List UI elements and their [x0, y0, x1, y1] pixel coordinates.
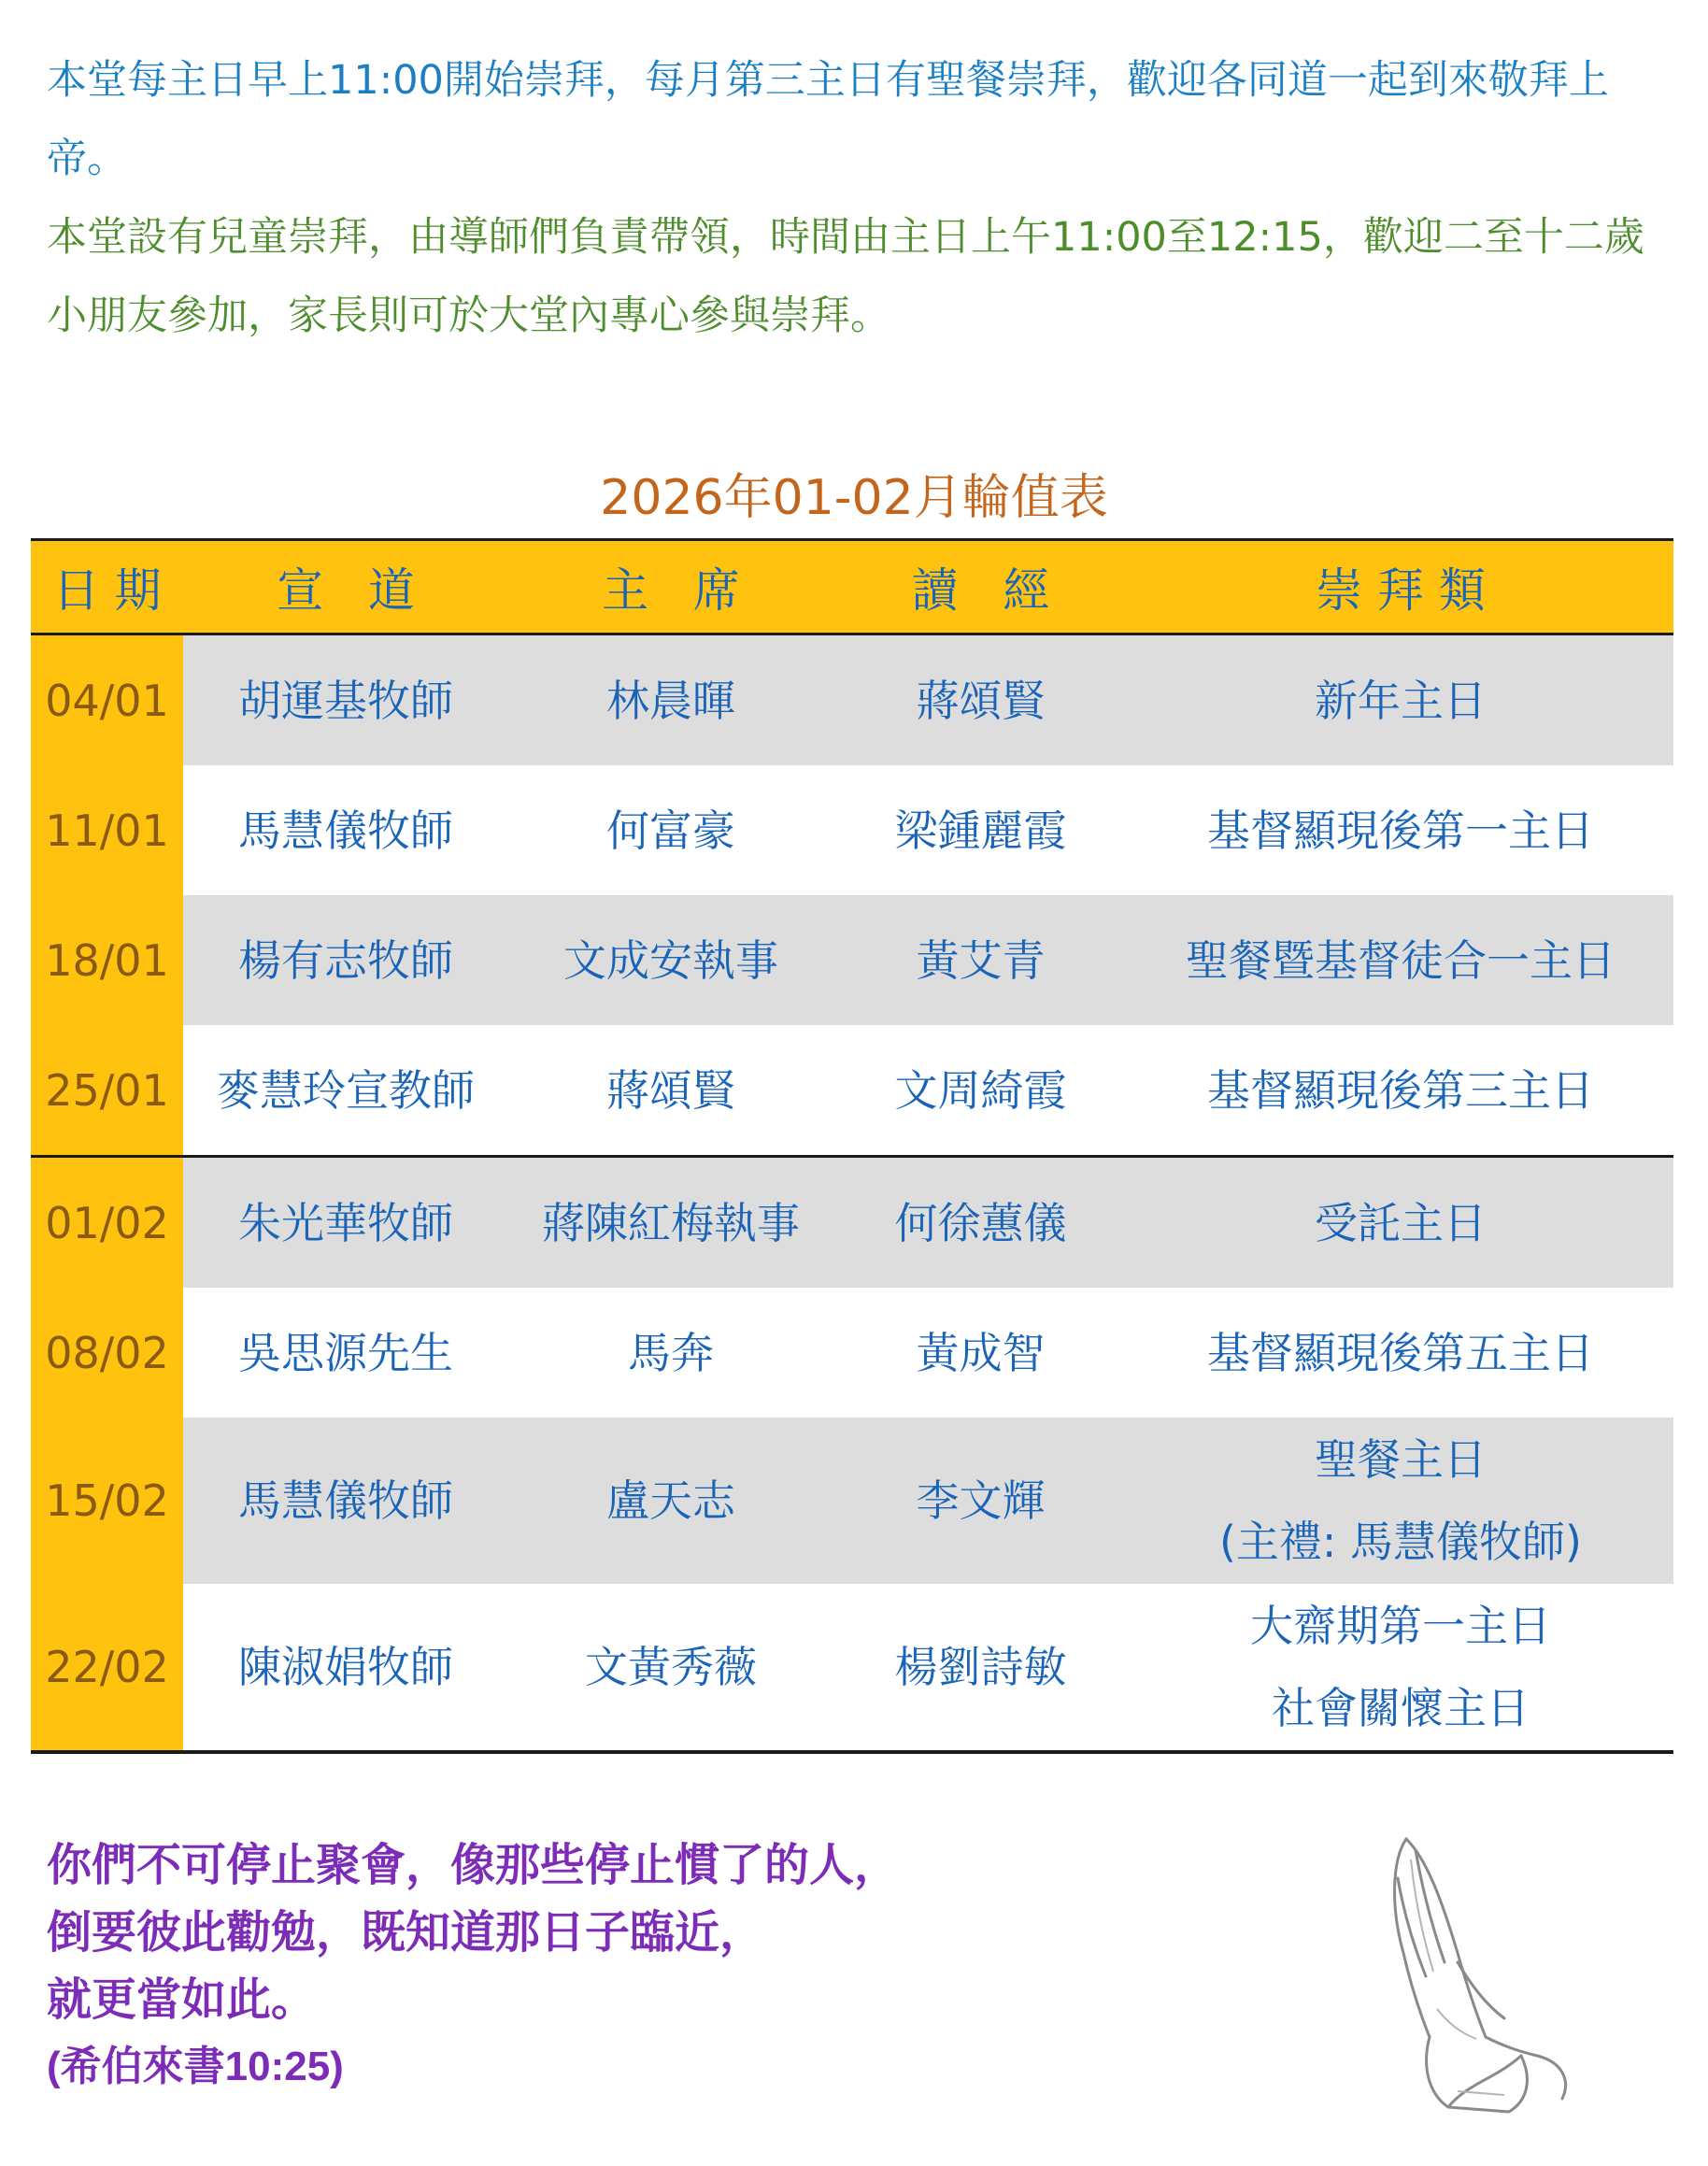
reader-cell: 文周綺霞: [894, 1064, 1067, 1116]
preacher-cell: 吳思源先生: [238, 1327, 453, 1378]
date-cell: 08/02: [31, 1288, 183, 1418]
date-cell: 22/02: [31, 1584, 183, 1752]
reader-cell: 黃成智: [916, 1327, 1046, 1378]
date-cell: 25/01: [31, 1025, 183, 1157]
chair-cell: 馬奔: [628, 1327, 714, 1378]
service-type-line: (主禮: 馬慧儀牧師): [1218, 1517, 1582, 1567]
roster-title: 2026年01-02月輪值表: [600, 470, 1108, 526]
date-cell: 15/02: [31, 1418, 183, 1584]
chair-cell: 蔣陳紅梅執事: [508, 1157, 833, 1289]
service-type-line: 聖餐主日: [1315, 1434, 1487, 1485]
service-type-cell: [1128, 1418, 1673, 1584]
reader-cell: 楊劉詩敏: [833, 1584, 1128, 1752]
service-type-line: 受託主日: [1315, 1197, 1487, 1248]
date-cell: 11/01: [31, 765, 183, 895]
service-type-line: 新年主日: [1315, 675, 1487, 726]
reader-cell: 李文輝: [833, 1418, 1128, 1584]
preacher-cell: 陳淑娟牧師: [183, 1584, 508, 1752]
preacher-cell: 楊有志牧師: [183, 895, 508, 1025]
service-type-cell: [1128, 1584, 1673, 1752]
header-preacher: 宣 道: [183, 540, 508, 634]
preacher-cell: 馬慧儀牧師: [183, 1418, 508, 1584]
table-row: [31, 1025, 1673, 1157]
preacher-cell: 胡運基牧師: [183, 634, 508, 766]
service-type-cell: [1128, 765, 1673, 895]
verse-line: 你們不可停止聚會，像那些停止慣了的人，: [47, 1839, 900, 1891]
reader-cell: 黃艾青: [833, 895, 1128, 1025]
header-reader: 讀 經: [833, 540, 1128, 634]
chair-cell: 蔣頌賢: [606, 1064, 735, 1116]
table-row: [31, 1418, 1673, 1584]
table-header-row: [31, 540, 1673, 634]
service-type-cell: [1128, 1025, 1673, 1157]
verse-line: 就更當如此。: [47, 1974, 317, 2026]
bible-verse: [47, 1831, 899, 2101]
preacher-cell: 朱光華牧師: [183, 1157, 508, 1289]
verse-line: 倒要彼此勸勉，既知道那日子臨近，: [47, 1906, 765, 1959]
table-row: [31, 634, 1673, 766]
table-row: [31, 1584, 1673, 1752]
header-date: 日 期: [31, 540, 183, 634]
reader-cell: 梁鍾麗霞: [894, 805, 1067, 856]
date-cell: 04/01: [31, 634, 183, 766]
children-worship-intro: 本堂設有兒童崇拜，由導師們負責帶領，時間由主日上午11:00至12:15，歡迎二至十二歲小朋友參加，家長則可於大堂內專心參與崇拜。: [47, 214, 1644, 339]
verse-reference: (希伯來書10:25): [47, 2044, 344, 2089]
service-type-line: 大齋期第一主日: [1250, 1601, 1551, 1651]
service-type-cell: [1128, 634, 1673, 766]
praying-hands-icon: [1317, 1822, 1607, 2121]
service-type-cell: [1128, 895, 1673, 1025]
table-row: [31, 895, 1673, 1025]
date-cell: 01/02: [31, 1157, 183, 1289]
header-service-type: 崇 拜 類: [1128, 540, 1673, 634]
table-row: [31, 765, 1673, 895]
table-row: [31, 1157, 1673, 1289]
chair-cell: 林晨暉: [508, 634, 833, 766]
service-type-line: 基督顯現後第五主日: [1207, 1327, 1594, 1378]
service-type-cell: [1128, 1157, 1673, 1289]
chair-cell: 盧天志: [508, 1418, 833, 1584]
chair-cell: 何富豪: [606, 805, 735, 856]
reader-cell: 蔣頌賢: [833, 634, 1128, 766]
service-type-line: 基督顯現後第一主日: [1207, 805, 1594, 856]
preacher-cell: 麥慧玲宣教師: [217, 1064, 475, 1116]
table-row: [31, 1288, 1673, 1418]
duty-roster-table: [31, 538, 1673, 1754]
header-chair: 主 席: [508, 540, 833, 634]
service-type-line: 基督顯現後第三主日: [1207, 1064, 1594, 1116]
service-type-cell: [1128, 1288, 1673, 1418]
date-cell: 18/01: [31, 895, 183, 1025]
worship-intro: 本堂每主日早上11:00開始崇拜，每月第三主日有聖餐崇拜，歡迎各同道一起到來敬拜上帝。: [47, 57, 1609, 182]
chair-cell: 文黃秀薇: [508, 1584, 833, 1752]
reader-cell: 何徐蕙儀: [833, 1157, 1128, 1289]
service-type-line: 聖餐暨基督徒合一主日: [1186, 934, 1615, 986]
service-type-line: 社會關懷主日: [1272, 1683, 1530, 1733]
chair-cell: 文成安執事: [508, 895, 833, 1025]
preacher-cell: 馬慧儀牧師: [238, 805, 453, 856]
